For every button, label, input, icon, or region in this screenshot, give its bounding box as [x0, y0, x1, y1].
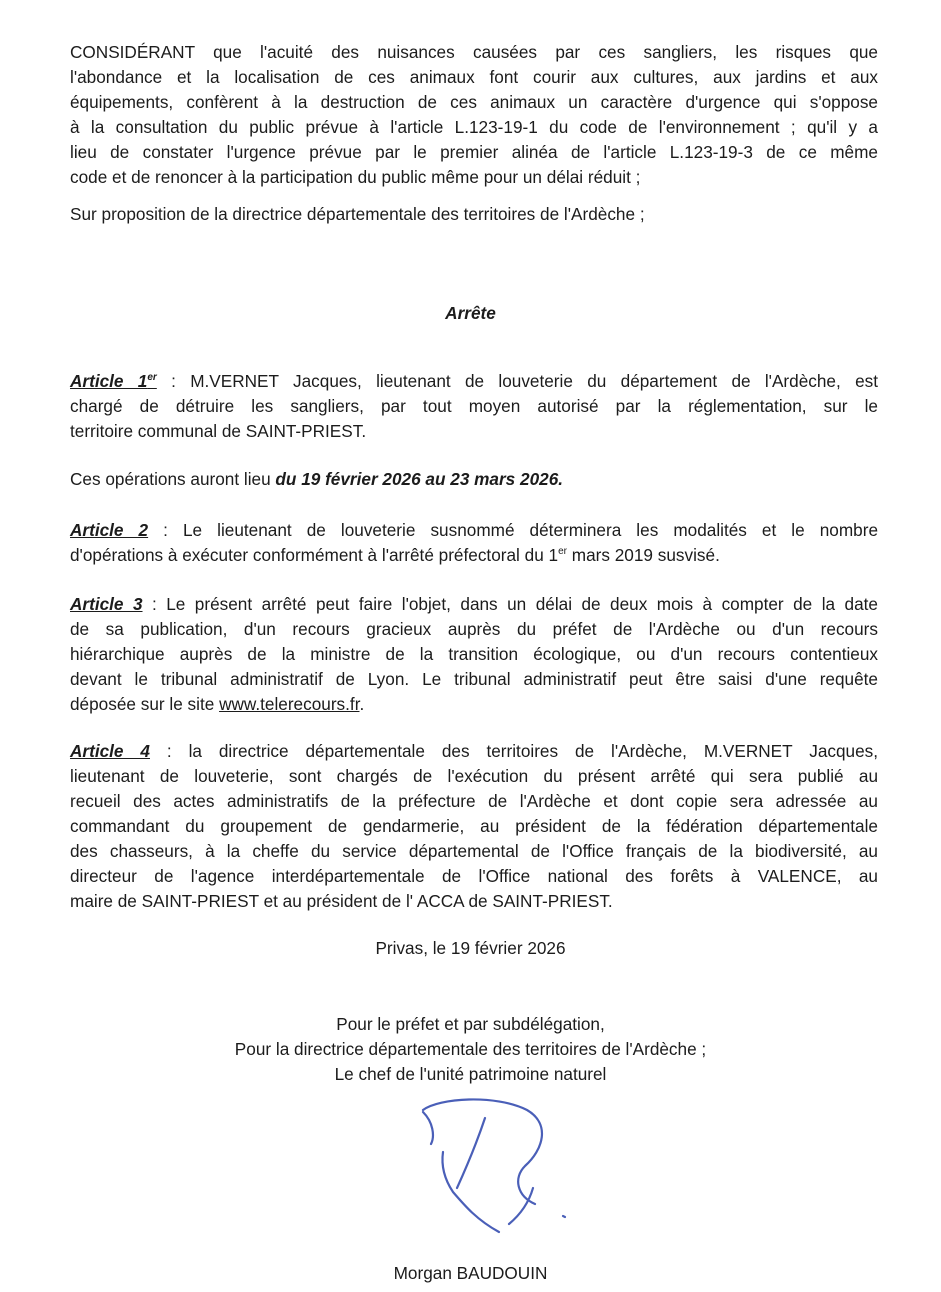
article-2: Article 2 : Le lieutenant de louveterie susnommé déterminera les modalités et le nombre d'opérations à exécuter conformément à l'arrêté préfectoral du 1er mars 2019 susvisé. — [70, 520, 879, 565]
article-4-text: des chasseurs, à la cheffe du service départemental de l'Office français de la biodiversité, au — [70, 841, 878, 861]
considerant-line: l'abondance et la localisation de ces animaux font courir aux cultures, aux jardins et aux — [70, 67, 878, 87]
article-4-text: recueil des actes administratifs de la préfecture de l'Ardèche et dont copie sera adressée au — [70, 791, 878, 811]
arrete-heading — [0, 301, 941, 326]
article-2-label: Article 2 — [70, 520, 149, 540]
considerant-line: code et de renoncer à la participation du public même pour un délai réduit ; — [70, 167, 641, 187]
signatory-line: Pour la directrice départementale des territoires de l'Ardèche ; — [234, 1039, 707, 1059]
article-4-text: : la directrice départementale des territoires de l'Ardèche, M.VERNET Jacques, — [166, 741, 879, 761]
article-3-text: de sa publication, d'un recours gracieux auprès du préfet de l'Ardèche ou d'un recours — [70, 619, 878, 639]
article-3-text: devant le tribunal administratif de Lyon. Le tribunal administratif peut être saisi d'une requête — [70, 669, 878, 689]
article-4-text: lieutenant de louveterie, sont chargés de l'exécution du présent arrêté qui sera publié au — [70, 766, 878, 786]
article-1-text: : M.VERNET Jacques, lieutenant de louveterie du département de l'Ardèche, est — [171, 371, 878, 391]
article-3-label: Article 3 — [70, 594, 143, 614]
considerant-line: à la consultation du public prévue à l'article L.123-19-1 du code de l'environnement ; qu'il y a — [70, 117, 878, 137]
operations-text: Ces opérations auront lieu — [70, 469, 276, 489]
considerant-line: lieu de constater l'urgence prévue par le premier alinéa de l'article L.123-19-3 de ce même — [70, 142, 878, 162]
proposition-paragraph — [70, 202, 878, 227]
signatory-line: Pour le préfet et par subdélégation, — [336, 1014, 605, 1034]
telerecours-link[interactable]: www.telerecours.fr — [219, 694, 360, 714]
considerant-line: équipements, confèrent à la destruction de ces animaux un caractère d'urgence qui s'oppose — [70, 92, 878, 112]
signatory-name: Morgan BAUDOUIN — [393, 1263, 548, 1283]
article-3: Article 3 : Le présent arrêté peut faire l'objet, dans un délai de deux mois à compter de la date de sa publication, d'un recours gracieux auprès du préfet de l'Ardèche ou d'un recours hiérarchique auprès de la ministre de la transition écologique, ou d'un recours contentieux devant le tribunal administratif de Lyon. Le tribunal administratif peut être saisi d'une requête déposée sur le site www.telerecours.fr. — [70, 594, 878, 714]
article-4-label: Article 4 — [70, 741, 150, 761]
article-1-text: territoire communal de SAINT-PRIEST. — [70, 421, 367, 441]
article-4-text: commandant du groupement de gendarmerie, au président de la fédération départementale — [70, 816, 878, 836]
article-3-text: : Le présent arrêté peut faire l'objet, dans un délai de deux mois à compter de la date — [151, 594, 878, 614]
article-2-text: d'opérations à exécuter conformément à l'arrêté préfectoral du 1 — [70, 545, 559, 565]
proposition-text: Sur proposition de la directrice départementale des territoires de l'Ardèche ; — [70, 204, 645, 224]
operations-paragraph — [70, 467, 878, 492]
handwritten-signature — [405, 1092, 580, 1242]
signatory-line: Le chef de l'unité patrimoine naturel — [334, 1064, 607, 1084]
article-3-text: hiérarchique auprès de la ministre de la transition écologique, ou d'un recours contentieux — [70, 644, 878, 664]
article-4-text: maire de SAINT-PRIEST et au président de l' ACCA de SAINT-PRIEST. — [70, 891, 613, 911]
article-4-text: directeur de l'agence interdépartementale de l'Office national des forêts à VALENCE, au — [70, 866, 878, 886]
place-date: Privas, le 19 février 2026 — [375, 938, 566, 958]
operations-dates: du 19 février 2026 au 23 mars 2026. — [275, 469, 564, 489]
article-1-label: Article 1er — [70, 371, 157, 391]
considerant-line: CONSIDÉRANT que l'acuité des nuisances causées par ces sangliers, les risques que — [70, 42, 878, 62]
considerant-paragraph — [70, 40, 878, 190]
article-1 — [70, 369, 878, 444]
article-1-text: chargé de détruire les sangliers, par tout moyen autorisé par la réglementation, sur le — [70, 396, 878, 416]
article-4 — [70, 739, 878, 914]
article-2-text: : Le lieutenant de louveterie susnommé déterminera les modalités et le nombre — [163, 520, 879, 540]
arrete-title: Arrête — [445, 303, 496, 323]
